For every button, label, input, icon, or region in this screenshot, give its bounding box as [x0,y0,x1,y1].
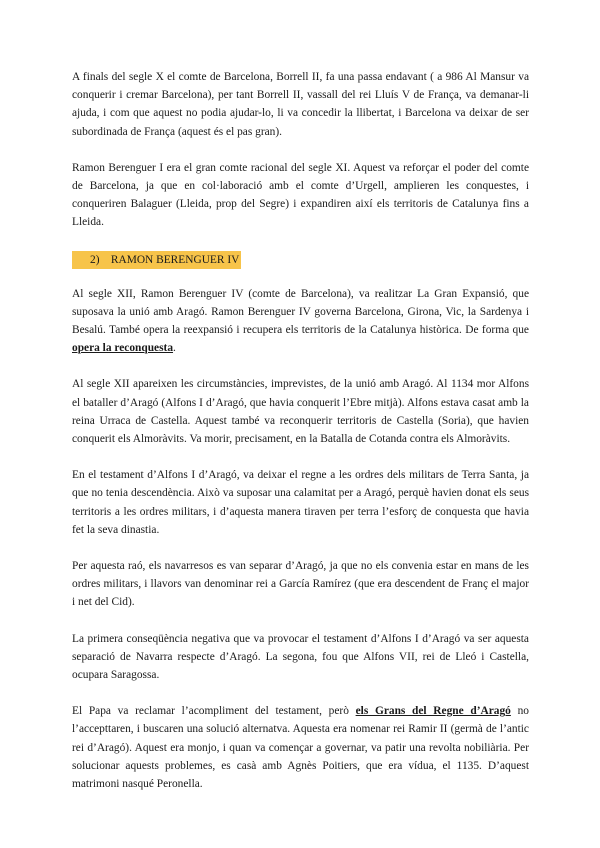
paragraph-text-end: no l’accepttaren, i buscaren una solució alternatva. Aquesta era nomenar rei Ramir II (germà de l’antic rei d’Aragó). Aquest era monjo, i quan va començar a governar, va patir una revolta nobiliària. Per solucionar aquests problemes, es casà amb Agnès Poitiers, que era vídua, el 1135. D’aquest matrimoni nasqué Peronella. [72,705,529,791]
paragraph-text-end: . [173,342,176,355]
paragraph-borrell: A finals del segle X el comte de Barcelona, Borrell II, fa una passa endavant ( a 986 Al Mansur va conquerir i cremar Barcelona), per tant Borrell II, vassall del rei Lluís V de França, va demanar-li ajuda, i com que aquest no podia ajudar-lo, li va concedir la llibertat, i Barcelona va deixar de ser subordinada de França (aquest és el pas gran). [72,71,529,138]
paragraph-ramon-berenguer-i: Ramon Berenguer I era el gran comte racional del segle XI. Aquest va reforçar el poder del comte de Barcelona, ja que en col·laboració amb el comte d’Urgell, amplieren les conquestes, i conqueriren Balaguer (Lleida, prop del Segre) i expandiren així els territoris de Catalunya fins a Lleida. [72,161,529,229]
paragraph-navarresos: Per aquesta raó, els navarresos es van separar d’Aragó, ja que no els convenia estar en mans de les ordres militars, i llavors van denominar rei a García Ramírez (que era descendent de Franç el major i net del Cid). [72,560,529,609]
paragraph-papa [72,702,529,793]
paragraph-testament: En el testament d’Alfons I d’Aragó, va deixar el regne a les ordres dels militars de Terra Santa, ja que no tenia descendència. Això va suposar una calamitat per a Aragó, perquè havien donat els seus territoris a les ordres militars, i d’aquesta manera tiraven per terra l’esforç de conquesta que havia fet la seva dinastia. [72,469,529,536]
section-heading: 2) RAMON BERENGUER IV [72,251,241,269]
highlighted-phrase: els Grans del Regne d’Aragó [355,705,511,718]
paragraph-alfons-batallador: Al segle XII apareixen les circumstàncies, imprevistes, de la unió amb Aragó. Al 1134 mor Alfons el bataller d’Aragó (Alfons I d’Aragó, que havia conquerit l’Ebre mitjà). Alfons estava casat amb la reina Urraca de Castella. Aquest també va reconquerir territoris de Castella (Soria), que havien conquerit els Almoràvits. Va morir, precisament, en la Batalla de Cotanda contra els Almoràvits. [72,378,529,446]
paragraph-consequencies: La primera conseqüència negativa que va provocar el testament d’Alfons I d’Aragó va ser aquesta separació de Navarra respecte d’Aragó. La segona, fou que Alfons VII, rei de Lleó i Castella, ocupara Saragossa. [72,632,529,682]
paragraph-gran-expansio [72,285,529,358]
paragraph-text: El Papa va reclamar l’acompliment del testament, però [72,705,356,718]
paragraph-text: Al segle XII, Ramon Berenguer IV (comte de Barcelona), va realitzar La Gran Expansió, que suposava la unió amb Aragó. Ramon Berenguer IV governa Barcelona, Girona, Vic, la Sardenya i Besalú. També opera la reexpansió i recupera els territoris de la Catalunya històrica. De forma que [72,287,529,337]
highlighted-phrase: opera la reconquesta [72,342,174,355]
document-page [72,68,529,811]
section-heading-wrap [72,250,529,270]
